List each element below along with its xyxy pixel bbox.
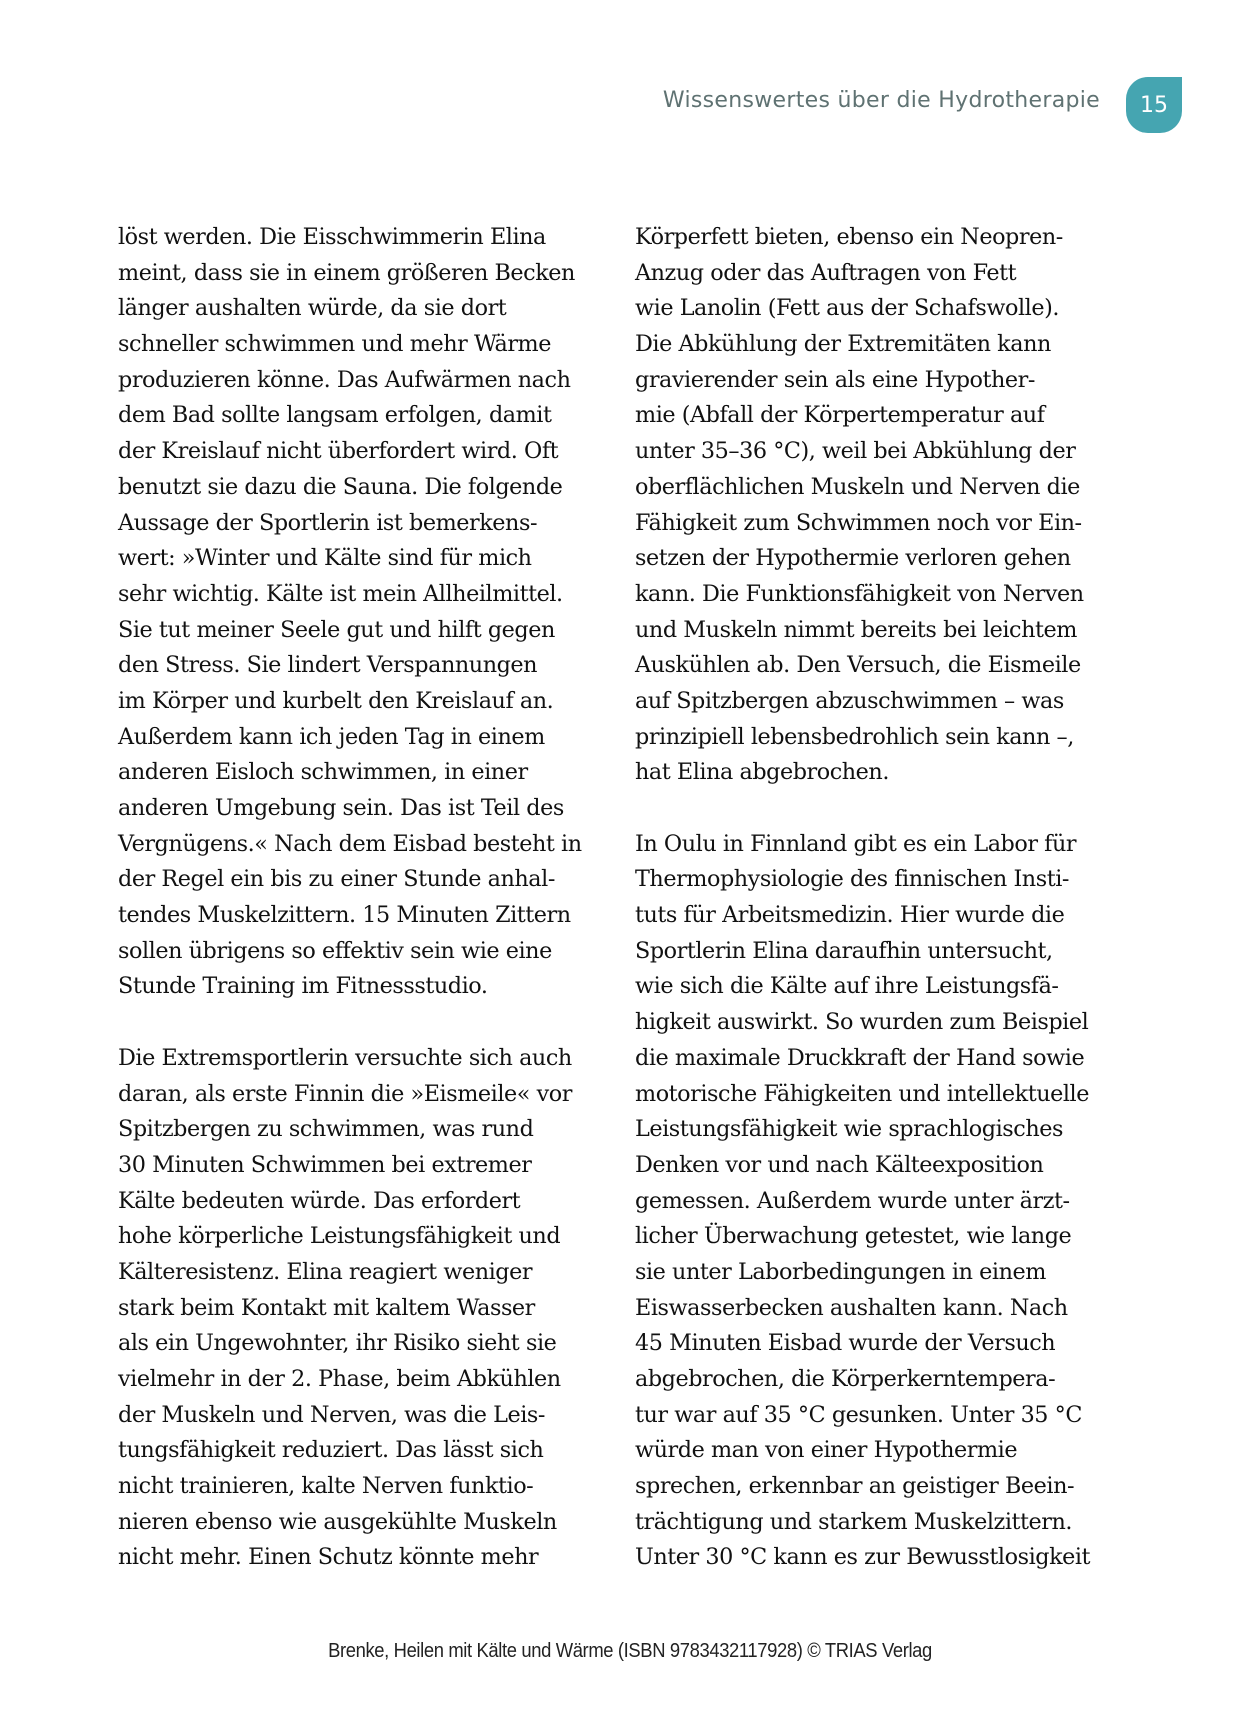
text-line: higkeit auswirkt. So wurden zum Beispiel — [635, 1009, 1089, 1036]
text-line: tur war auf 35 °C gesunken. Unter 35 °C — [635, 1401, 1082, 1428]
page-number-badge — [1126, 77, 1182, 133]
page-number: 15 — [1140, 92, 1168, 118]
text-line: sie unter Laborbedingungen in einem — [635, 1258, 1046, 1285]
text-line: sollen übrigens so effektiv sein wie eine — [118, 937, 552, 964]
text-line: Anzug oder das Auftragen von Fett — [635, 259, 1017, 286]
text-line: würde man von einer Hypothermie — [635, 1437, 1018, 1464]
text-line: Körperfett bieten, ebenso ein Neopren- — [635, 224, 1063, 250]
text-line: dem Bad sollte langsam erfolgen, damit — [118, 402, 552, 429]
running-title: Wissenswertes über die Hydrotherapie — [662, 88, 1100, 113]
paragraph — [635, 220, 1115, 791]
text-line: Sportlerin Elina daraufhin untersucht, — [635, 937, 1053, 964]
text-line: Denken vor und nach Kälteexposition — [635, 1151, 1044, 1178]
footer-citation: Brenke, Heilen mit Kälte und Wärme (ISBN 9783432117928) © TRIAS Verlag — [328, 1640, 932, 1662]
text-line: gemessen. Außerdem wurde unter ärzt- — [635, 1187, 1070, 1214]
text-line: oberflächlichen Muskeln und Nerven die — [635, 473, 1080, 500]
paragraph — [118, 220, 598, 1005]
text-line: Kälte bedeuten würde. Das erfordert — [118, 1187, 521, 1214]
text-line: der Muskeln und Nerven, was die Leis- — [118, 1401, 545, 1428]
paragraph — [635, 827, 1115, 1576]
text-line: hohe körperliche Leistungsfähigkeit und — [118, 1223, 561, 1250]
text-line: 45 Minuten Eisbad wurde der Versuch — [635, 1330, 1056, 1357]
text-line: setzen der Hypothermie verloren gehen — [635, 545, 1071, 572]
text-line: tuts für Arbeitsmedizin. Hier wurde die — [635, 902, 1065, 929]
text-line: tungsfähigkeit reduziert. Das lässt sich — [118, 1437, 544, 1464]
text-line: produzieren könne. Das Aufwärmen nach — [118, 366, 571, 393]
text-line: trächtigung und starkem Muskelzittern. — [635, 1508, 1073, 1535]
text-line: und Muskeln nimmt bereits bei leichtem — [635, 616, 1077, 643]
text-line: länger aushalten würde, da sie dort — [118, 295, 507, 322]
text-line: In Oulu in Finnland gibt es ein Labor für — [635, 830, 1077, 857]
text-line: Leistungsfähigkeit wie sprachlogisches — [635, 1116, 1063, 1143]
text-line: kann. Die Funktionsfähigkeit von Nerven — [635, 580, 1084, 607]
text-line: Sie tut meiner Seele gut und hilft gegen — [118, 616, 555, 643]
text-line: abgebrochen, die Körperkerntempera- — [635, 1366, 1056, 1392]
text-line: mie (Abfall der Körpertemperatur auf — [635, 402, 1045, 429]
text-line: wie sich die Kälte auf ihre Leistungsfä- — [635, 973, 1059, 1000]
text-line: Außerdem kann ich jeden Tag in einem — [118, 723, 545, 750]
text-line: Thermophysiologie des finnischen Insti- — [635, 866, 1069, 893]
text-line: motorische Fähigkeiten und intellektuelle — [635, 1080, 1089, 1107]
right-column — [635, 220, 1115, 1576]
text-line: Aussage der Sportlerin ist bemerkens- — [118, 509, 538, 536]
text-line: den Stress. Sie lindert Verspannungen — [118, 652, 538, 679]
text-line: schneller schwimmen und mehr Wärme — [118, 331, 551, 358]
text-line: meint, dass sie in einem größeren Becken — [118, 259, 575, 286]
text-line: Die Extremsportlerin versuchte sich auch — [118, 1044, 572, 1071]
text-line: wert: »Winter und Kälte sind für mich — [118, 545, 532, 572]
text-line: Fähigkeit zum Schwimmen noch vor Ein- — [635, 509, 1082, 536]
paragraph-gap — [635, 791, 1115, 827]
text-line: anderen Umgebung sein. Das ist Teil des — [118, 795, 564, 821]
text-line: im Körper und kurbelt den Kreislauf an. — [118, 687, 554, 714]
text-line: der Kreislauf nicht überfordert wird. Oft — [118, 438, 559, 465]
left-column — [118, 220, 598, 1576]
text-line: nieren ebenso wie ausgekühlte Muskeln — [118, 1508, 557, 1535]
text-line: Eiswasserbecken aushalten kann. Nach — [635, 1294, 1068, 1321]
text-line: Stunde Training im Fitnessstudio. — [118, 973, 488, 1000]
text-line: 30 Minuten Schwimmen bei extremer — [118, 1151, 532, 1178]
text-line: vielmehr in der 2. Phase, beim Abkühlen — [118, 1366, 561, 1392]
text-line: der Regel ein bis zu einer Stunde anhal- — [118, 866, 555, 893]
text-line: Die Abkühlung der Extremitäten kann — [635, 331, 1051, 358]
text-line: unter 35–36 °C), weil bei Abkühlung der — [635, 438, 1076, 465]
text-line: als ein Ungewohnter, ihr Risiko sieht sie — [118, 1330, 557, 1357]
text-line: prinzipiell lebensbedrohlich sein kann –, — [635, 723, 1074, 750]
paragraph — [118, 1041, 598, 1576]
text-line: Unter 30 °C kann es zur Bewusstlosigkeit — [635, 1544, 1091, 1571]
text-line: Auskühlen ab. Den Versuch, die Eismeile — [635, 652, 1081, 679]
text-line: Spitzbergen zu schwimmen, was rund — [118, 1116, 534, 1143]
text-line: Kälteresistenz. Elina reagiert weniger — [118, 1258, 533, 1285]
paragraph-gap — [118, 1005, 598, 1041]
text-line: anderen Eisloch schwimmen, in einer — [118, 759, 528, 786]
text-line: licher Überwachung getestet, wie lange — [635, 1223, 1072, 1250]
text-line: stark beim Kontakt mit kaltem Wasser — [118, 1294, 535, 1321]
text-line: daran, als erste Finnin die »Eismeile« vor — [118, 1080, 572, 1107]
text-line: tendes Muskelzittern. 15 Minuten Zittern — [118, 902, 571, 929]
text-line: nicht trainieren, kalte Nerven funktio- — [118, 1473, 534, 1500]
text-line: nicht mehr. Einen Schutz könnte mehr — [118, 1544, 539, 1571]
text-line: gravierender sein als eine Hypother- — [635, 366, 1035, 393]
text-line: Vergnügens.« Nach dem Eisbad besteht in — [118, 830, 582, 857]
text-line: die maximale Druckkraft der Hand sowie — [635, 1044, 1085, 1071]
text-line: auf Spitzbergen abzuschwimmen – was — [635, 687, 1064, 714]
text-line: sehr wichtig. Kälte ist mein Allheilmittel. — [118, 580, 563, 607]
text-line: wie Lanolin (Fett aus der Schafswolle). — [635, 295, 1059, 322]
text-line: sprechen, erkennbar an geistiger Beein- — [635, 1473, 1075, 1500]
text-line: benutzt sie dazu die Sauna. Die folgende — [118, 473, 563, 500]
text-line: löst werden. Die Eisschwimmerin Elina — [118, 224, 546, 250]
text-line: hat Elina abgebrochen. — [635, 759, 889, 786]
